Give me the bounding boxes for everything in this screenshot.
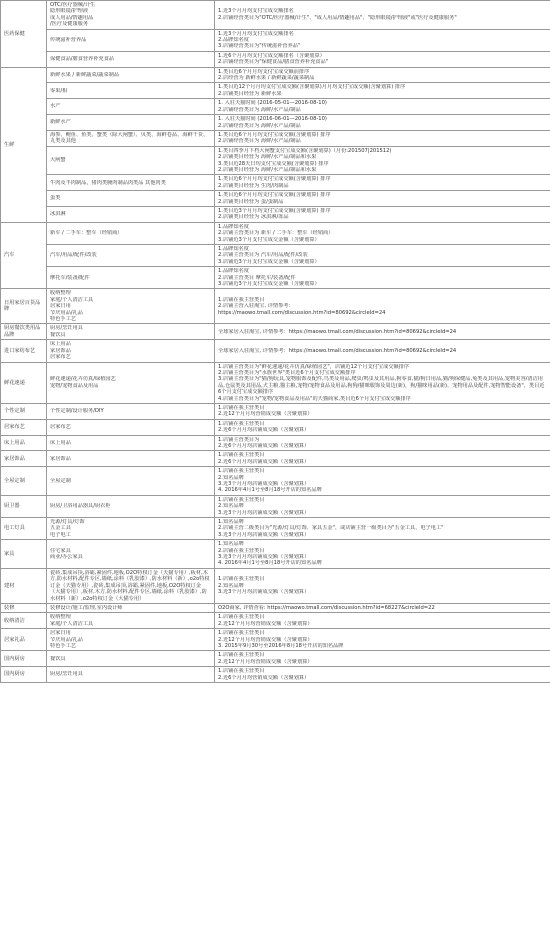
requirement-line: 1.类目近6个月月均支付宝成交额(含聚划算) 排序 xyxy=(218,176,331,183)
subcategory-cell xyxy=(47,191,215,207)
requirement-line: 1.店铺在我主营类目 xyxy=(218,420,265,427)
requirement-line: 2.店铺经营类目为 海鲜/水产品/制品 xyxy=(218,122,301,129)
requirement-line: 1.店铺在我主营类目 xyxy=(218,452,265,459)
category-cell: 国内厨房 xyxy=(1,651,47,667)
subcategory-line: 节庆用品/礼品 xyxy=(50,636,83,643)
requirement-line: 全球家居入驻淘宝, 详情参考：https://maowo.tmall.com/discussion.htm?id=80692&circleId=24 xyxy=(218,347,457,354)
requirement-cell xyxy=(215,130,550,146)
subcategory-cell xyxy=(47,175,215,191)
category-cell: 装修 xyxy=(1,603,47,612)
table-row xyxy=(1,1,550,30)
requirement-line: 3.店铺主营类目为"猫/狗玩具,宠物服饰及配件,鸟类及用品,爬虫/鸣虫及其用品,狗零食,猫/狗日用品,猫/狗保健品,兔类及其用品,宠物美容/清洁用品,仓鼠类及其用品,犬主粮,猫主粮,宠物/宠物食品及用品,狗狗/猫咪服饰及周边(新)，狗/猫咪用品(新)，宠物用品及配件,宠物智能设备"，类目近6个月支付宝成交额排序 xyxy=(218,376,545,396)
subcategory-cell xyxy=(47,206,215,222)
table-row xyxy=(1,206,550,222)
subcategory-cell xyxy=(47,403,215,419)
requirement-line: 1.类目近6个月月均支付宝成交额(含聚划算) 排序 xyxy=(218,131,331,138)
requirement-cell xyxy=(215,83,550,99)
category-cell: 收纳清洁 xyxy=(1,613,47,629)
requirement-line: 2.近6个月月均店铺成交额（含聚划算） xyxy=(218,427,310,434)
category-cell: 家居饰品 xyxy=(1,451,47,467)
subcategory-cell xyxy=(47,419,215,435)
requirement-line: 1.店铺主营类目为"鲜花速递/花卉仿真/绿植园艺"，店铺近12个月支付宝成交额排序 xyxy=(218,363,410,370)
requirement-line: 2.近6个月月均店铺成交额（含聚划算） xyxy=(218,442,310,449)
subcategory-cell xyxy=(47,67,215,83)
table-row xyxy=(1,451,550,467)
requirement-line: 1.类目近12个月月均支付宝成交额(含聚划算)月月均支付宝成交额(含聚划算) 排序 xyxy=(218,84,406,91)
subcategory-cell xyxy=(47,540,215,569)
requirement-cell xyxy=(215,222,550,244)
subcategory-cell xyxy=(47,267,215,289)
requirement-line: 3.店铺经营类目为"传统滋补营养品" xyxy=(218,43,301,50)
table-row xyxy=(1,115,550,131)
subcategory-line: 家庭/个人清洁工具 xyxy=(50,296,94,303)
requirement-cell xyxy=(215,568,550,603)
requirement-cell xyxy=(215,267,550,289)
requirement-line: 1.店铺在我主营类目 xyxy=(218,576,265,583)
table-row xyxy=(1,603,550,612)
subcategory-line: 冰淇淋 xyxy=(50,211,66,218)
subcategory-cell xyxy=(47,435,215,451)
requirement-line: 1.品牌知名度 xyxy=(218,223,249,230)
subcategory-cell xyxy=(47,362,215,403)
requirement-line: 全球家居入驻淘宝, 详情参考：https://maowo.tmall.com/discussion.htm?id=80692&circleId=24 xyxy=(218,328,457,335)
subcategory-line: 厨房/卫浴用品器具/厨衣柜 xyxy=(50,503,111,510)
category-cell: 日用家居百货品牌 xyxy=(1,289,47,324)
subcategory-cell xyxy=(47,613,215,629)
category-cell: 厨卫器 xyxy=(1,495,47,517)
category-cell: 汽车 xyxy=(1,222,47,289)
requirement-line: 1.品牌知名度 xyxy=(218,246,249,252)
table-row xyxy=(1,191,550,207)
subcategory-cell xyxy=(47,467,215,496)
table-row xyxy=(1,324,550,340)
table-row xyxy=(1,435,550,451)
subcategory-cell xyxy=(47,289,215,324)
table-row xyxy=(1,667,550,683)
requirement-cell xyxy=(215,175,550,191)
requirement-cell xyxy=(215,99,550,115)
requirement-line: 1.类目四季月下档大闸蟹支付宝成交额(含聚划算)（月份:201507|201512) xyxy=(218,147,392,154)
requirement-line: 2.店铺经营类目为 海鲜/水产品/制品 xyxy=(218,106,301,113)
requirement-cell xyxy=(215,419,550,435)
subcategory-cell xyxy=(47,222,215,244)
subcategory-line: 住宅家具 xyxy=(50,547,71,554)
subcategory-line: 鲜花速递/花卉仿真/绿植园艺 xyxy=(50,376,116,383)
requirement-line: 2.近6个月月均营销成交额（含聚划算） xyxy=(218,674,310,681)
subcategory-line: 厨房/烹饪用具 xyxy=(50,325,83,332)
requirement-cell xyxy=(215,467,550,496)
requirement-line: 2.店铺主营类目为 汽车/用品/配件/改装 xyxy=(218,252,308,259)
subcategory-line: 新车 / 二手车：整车（经销商） xyxy=(50,230,123,237)
category-cell: 居家礼品 xyxy=(1,629,47,651)
requirement-line: 2.近12个月月均营销成交额（含聚划算） xyxy=(218,636,313,643)
requirement-line: 1.知名品牌 xyxy=(218,541,244,548)
requirement-cell xyxy=(215,67,550,83)
category-cell: 医药保健 xyxy=(1,1,47,68)
requirement-cell xyxy=(215,1,550,30)
requirement-cell xyxy=(215,191,550,207)
subcategory-line: 个性定制/设计服务/DIY xyxy=(50,408,104,415)
requirement-line: 1.店铺在我主营类目 xyxy=(218,496,265,503)
subcategory-cell xyxy=(47,83,215,99)
table-row xyxy=(1,419,550,435)
subcategory-line: 床上用品 xyxy=(50,439,71,446)
subcategory-line: 厨房/烹饪用具 xyxy=(50,671,83,678)
table-row xyxy=(1,83,550,99)
requirement-line: 1.类目近3个月月均支付宝成交额(含聚划算) 排序 xyxy=(218,207,331,214)
requirement-cell xyxy=(215,403,550,419)
requirement-cell xyxy=(215,115,550,131)
subcategory-line: 收纳整理 xyxy=(50,290,71,297)
subcategory-cell xyxy=(47,29,215,51)
requirement-line: 3.近3个月月均店铺成交额（含聚划算） xyxy=(218,481,310,487)
requirement-cell xyxy=(215,289,550,324)
table-row xyxy=(1,467,550,496)
requirement-line: 1.店铺在我主营类目 xyxy=(218,404,265,411)
requirement-line: 4. 2016年4月1号至8月18号开店的知名品牌 xyxy=(218,487,322,494)
requirement-line: 2.店铺主营类目为 新车 / 二手车：整车（经销商） xyxy=(218,230,334,237)
requirement-line: 1.店铺主营类目为 xyxy=(218,436,260,443)
subcategory-line: 收纳整理 xyxy=(50,614,71,621)
subcategory-line: 居家布艺 xyxy=(50,423,71,430)
requirement-line: 2.店经营为 新鲜水果 / 新鲜蔬菜/蔬菜制品 xyxy=(218,75,315,82)
requirement-cell xyxy=(215,651,550,667)
category-cell: 床上用品 xyxy=(1,435,47,451)
subcategory-line: 家居饰品 xyxy=(50,455,71,462)
table-row xyxy=(1,340,550,362)
requirement-cell xyxy=(215,613,550,629)
requirement-cell xyxy=(215,206,550,222)
subcategory-line: 汽车/用品/配件/改装 xyxy=(50,252,97,259)
requirement-cell xyxy=(215,146,550,175)
subcategory-line: 保健食品/膳食营养补充食品 xyxy=(50,56,114,63)
subcategory-cell xyxy=(47,99,215,115)
requirement-line: 1.近6个月月均支付宝成交额排名（含聚划算） xyxy=(218,52,325,59)
requirement-line: 2.店铺类目经营为 蛋/蛋制品 xyxy=(218,198,284,205)
requirement-line: https://maowo.tmall.com/discussion.htm?id=80692&circleId=24 xyxy=(218,309,386,316)
requirement-line: 3.店铺近3个月支付宝成交金额（含聚划算） xyxy=(218,236,320,243)
subcategory-line: 商业/办公家具 xyxy=(50,554,83,561)
subcategory-cell xyxy=(47,667,215,683)
subcategory-line: 零果/相 xyxy=(50,87,68,94)
category-cell: 鲜花速递 xyxy=(1,362,47,403)
table-row xyxy=(1,175,550,191)
subcategory-cell xyxy=(47,651,215,667)
requirement-line: 1.类目近6个月月均支付宝成交额(含聚划算) 排序 xyxy=(218,192,331,199)
subcategory-line: 餐饮具 xyxy=(50,331,66,338)
requirement-line: 2.店铺主营类目 摩托车/装备/配件 xyxy=(218,274,296,281)
requirement-line: 2.近6个月月均店铺成交额（含聚划算） xyxy=(218,458,310,465)
subcategory-line: 瓷砖,集成吊顶,浴霸,紧固件,地板,O2O特权订金（天猫专用）,板材,木方,防水材料,配件专区,墙纸,涂料（乳胶漆）,防水材料（新）,o2o特权订金（天猫专用）,瓷砖,集成吊顶,浴霸,紧固件,地板,O2O特权订金（大猫专用）,板材,木方,防水材料,配件专区,墙纸,涂料（乳胶漆）,防水材料（新）,o2o特权订金（大猫专用） xyxy=(50,569,210,602)
subcategory-cell xyxy=(47,340,215,362)
requirement-line: 3.近3个月月均店铺成交额（含聚划算） xyxy=(218,531,310,538)
table-body xyxy=(1,1,550,683)
table-row xyxy=(1,651,550,667)
table-row xyxy=(1,289,550,324)
table-row xyxy=(1,568,550,603)
subcategory-line: 五金工具 xyxy=(50,525,71,532)
requirement-cell xyxy=(215,340,550,362)
requirement-line: 3.店铺近3个月支付宝成交金额（含聚划算） xyxy=(218,281,320,288)
table-row xyxy=(1,99,550,115)
requirement-line: 1.近3个月月均支付宝成交额排名 xyxy=(218,30,294,37)
requirement-line: 3. 2015年9月30号至2016年8月18号开店的知名品牌 xyxy=(218,642,344,649)
subcategory-line: 宠物/宠物食品及用品 xyxy=(50,382,99,389)
requirement-line: 1.近3个月月均支付宝成交额排名 xyxy=(218,8,294,15)
requirement-cell xyxy=(215,435,550,451)
table-row xyxy=(1,245,550,267)
subcategory-line: 装修设计/施工/监理,室内设计师 xyxy=(50,604,123,611)
subcategory-line: 居家布艺 xyxy=(50,354,71,361)
subcategory-line: 光源/灯具/灯饰 xyxy=(50,519,85,526)
requirement-line: 2.近12个月月均营销成交额（含聚划算） xyxy=(218,620,313,627)
requirement-cell xyxy=(215,324,550,340)
requirement-cell xyxy=(215,451,550,467)
subcategory-line: 特色手工艺 xyxy=(50,642,76,649)
category-cell: 全屋定制 xyxy=(1,467,47,496)
category-cell: 厨房餐饮类用品品牌 xyxy=(1,324,47,340)
subcategory-cell xyxy=(47,629,215,651)
subcategory-cell xyxy=(47,568,215,603)
requirement-cell xyxy=(215,540,550,569)
requirement-cell xyxy=(215,518,550,540)
requirement-line: 1.类目近6个月月均支付宝成交额前排序 xyxy=(218,68,310,75)
table-row xyxy=(1,267,550,289)
requirement-line: 1.知名品牌 xyxy=(218,519,244,526)
subcategory-cell xyxy=(47,495,215,517)
requirement-line: 1.店铺在我主营类目 xyxy=(218,468,265,475)
category-cell: 电工灯具 xyxy=(1,518,47,540)
subcategory-line: 家庭/个人清洁工具 xyxy=(50,620,94,627)
category-cell: 建材 xyxy=(1,568,47,603)
subcategory-line: /医疗及健康服务 xyxy=(50,21,89,28)
requirement-line: 4.店铺主营类目为"宠物/宠物食品及用品"的天猫商家,类目近6个月支付宝成交额排序 xyxy=(218,395,411,402)
category-cell: 个性定制 xyxy=(1,403,47,419)
requirement-line: 1.品牌知名度 xyxy=(218,268,249,275)
subcategory-line: 节庆用品/礼品 xyxy=(50,309,83,316)
subcategory-line: 新鲜水产 xyxy=(50,119,71,126)
table-row xyxy=(1,29,550,51)
requirement-cell xyxy=(215,29,550,51)
table-row xyxy=(1,146,550,175)
subcategory-line: 海参、鲍鱼、鱼类、蟹类（除大闸蟹）、贝类、海鲜卷品、海鲜干货、丸类及其他 xyxy=(50,131,209,145)
category-cell: 生鲜 xyxy=(1,67,47,222)
requirement-line: 2.店铺经营类目为"OTC/医疗器械/计生"、"成人用品/情趣用品"、"隐形眼镜/护理液"或"医疗及健康服务" xyxy=(218,14,457,21)
table-row xyxy=(1,67,550,83)
requirement-line: 2.店铺主营入驻淘宝, 详情参考： xyxy=(218,303,294,310)
requirement-cell xyxy=(215,667,550,683)
subcategory-cell xyxy=(47,130,215,146)
requirement-line: 2.近12个月月均营销成交额（含聚划算） xyxy=(218,411,313,418)
requirement-line: 3.店铺近3个月支付宝成交金额（含聚划算） xyxy=(218,258,320,265)
table-row xyxy=(1,613,550,629)
requirement-line: 2.店铺类目经营为 海鲜/水产品/制品和水果 xyxy=(218,154,317,161)
subcategory-cell xyxy=(47,603,215,612)
subcategory-line: 大闸蟹 xyxy=(50,157,66,164)
subcategory-line: 传统滋补营养品 xyxy=(50,37,87,44)
requirement-line: 2.知名品牌 xyxy=(218,582,244,589)
subcategory-line: 成人用品/情趣用品 xyxy=(50,14,94,21)
table-row xyxy=(1,495,550,517)
requirement-line: 2.知名品牌 xyxy=(218,474,244,481)
table-row xyxy=(1,518,550,540)
table-row xyxy=(1,362,550,403)
requirement-line: 3.近3个月月均店铺成交额（含聚划算） xyxy=(218,554,310,561)
requirement-line: 2.店铺主营类目为"水族世界"类目近6个月支付宝成交额排序 xyxy=(218,369,356,376)
requirement-line: 2.品牌知名度 xyxy=(218,37,249,44)
subcategory-cell xyxy=(47,518,215,540)
subcategory-line: 餐饮具 xyxy=(50,655,66,662)
requirement-cell xyxy=(215,51,550,67)
category-cell: 居家布艺 xyxy=(1,419,47,435)
requirement-cell xyxy=(215,603,550,612)
requirement-line: 2.店铺在我主营类目 xyxy=(218,547,265,554)
requirement-line: 2.知名品牌 xyxy=(218,503,244,510)
requirement-line: 2.店铺类目经营为 新鲜水果 xyxy=(218,90,282,97)
subcategory-line: 摩托车/装备/配件 xyxy=(50,274,90,281)
requirement-cell xyxy=(215,629,550,651)
subcategory-line: 床上用品 xyxy=(50,341,71,348)
category-cell: 进口家纺布艺 xyxy=(1,340,47,362)
requirement-line: 1. 入驻天猫时间 (2016-05-01—2016-08-10) xyxy=(218,100,327,107)
subcategory-line: 新鲜水果 / 新鲜蔬菜/蔬菜制品 xyxy=(50,71,120,78)
subcategory-line: OTC/医疗器械/计生 xyxy=(50,2,96,8)
table-row xyxy=(1,403,550,419)
subcategory-cell xyxy=(47,451,215,467)
category-cell: 家具 xyxy=(1,540,47,569)
requirement-line: 3.近3个月月均店铺成交额（含聚划算） xyxy=(218,509,310,516)
subcategory-cell xyxy=(47,324,215,340)
subcategory-line: 居家日用 xyxy=(50,630,71,637)
subcategory-line: 电子电工 xyxy=(50,531,71,538)
requirement-line: 2.店铺类目经营为 冰淇淋/冻品 xyxy=(218,214,289,221)
requirement-line: 1.店铺在我主营类目 xyxy=(218,296,265,303)
requirement-line: 2.店铺经营类目为"保健食品/膳食营养补充食品" xyxy=(218,59,329,66)
requirement-line: 3.近3个月月均店铺成交额（含聚划算） xyxy=(218,589,310,596)
requirement-line: 2.店铺主营二级类目为"光源/灯具/灯饰、家具五金"，或店铺主营一级类目为"五金工具、电子电工" xyxy=(218,525,444,532)
requirement-line: 2.店铺经营类目为 海鲜/水产品/制品 xyxy=(218,138,301,145)
table-row xyxy=(1,629,550,651)
table-row xyxy=(1,51,550,67)
subcategory-line: 家居饰品 xyxy=(50,347,71,354)
subcategory-cell xyxy=(47,1,215,30)
subcategory-line: 隐形眼镜/护理液 xyxy=(50,8,89,15)
requirement-line: 4. 2016年4月1号至8月18号开店的知名品牌 xyxy=(218,560,322,567)
subcategory-line: 特色手工艺 xyxy=(50,316,76,323)
subcategory-cell xyxy=(47,51,215,67)
subcategory-cell xyxy=(47,245,215,267)
table-row xyxy=(1,130,550,146)
subcategory-line: 蛋类 xyxy=(50,195,61,202)
table-row xyxy=(1,222,550,244)
requirement-line: 2.店铺类目经营为 海鲜/水产品/制品和水果 xyxy=(218,166,317,173)
requirement-line: O2O商家, 详情查看: https://maowo.tmall.com/discussion.htm?id=68227&circleId=22 xyxy=(218,604,435,611)
requirement-cell xyxy=(215,362,550,403)
requirement-line: 3.类目近28天日均支付宝成交额(含聚划算) 排序 xyxy=(218,160,329,167)
requirement-line: 1.店铺在我主营类目 xyxy=(218,614,265,621)
category-cell: 国内厨房 xyxy=(1,667,47,683)
requirement-line: 2.近12个月月均营销成交额（含聚划算） xyxy=(218,658,313,665)
requirement-line: 1.店铺在我主营类目 xyxy=(218,652,265,659)
requirement-line: 1.店铺在我主营类目 xyxy=(218,668,265,675)
requirement-line: 1.店铺在我主营类目 xyxy=(218,630,265,637)
subcategory-cell xyxy=(47,115,215,131)
subcategory-line: 居家日用 xyxy=(50,303,71,310)
table-row xyxy=(1,540,550,569)
requirement-cell xyxy=(215,245,550,267)
subcategory-cell xyxy=(47,146,215,175)
subcategory-line: 全屋定制 xyxy=(50,477,71,484)
requirement-line: 2.店铺类目经营为 生肉/肉制品 xyxy=(218,182,289,189)
subcategory-line: 牛肉及羊肉制品，猪肉类腌肉制品肉类品 其他肉类 xyxy=(50,179,166,186)
requirement-cell xyxy=(215,495,550,517)
requirement-line: 1. 入驻天猫时间 (2016-06-01—2016-08-10) xyxy=(218,116,327,123)
subcategory-line: 水产 xyxy=(50,103,61,110)
